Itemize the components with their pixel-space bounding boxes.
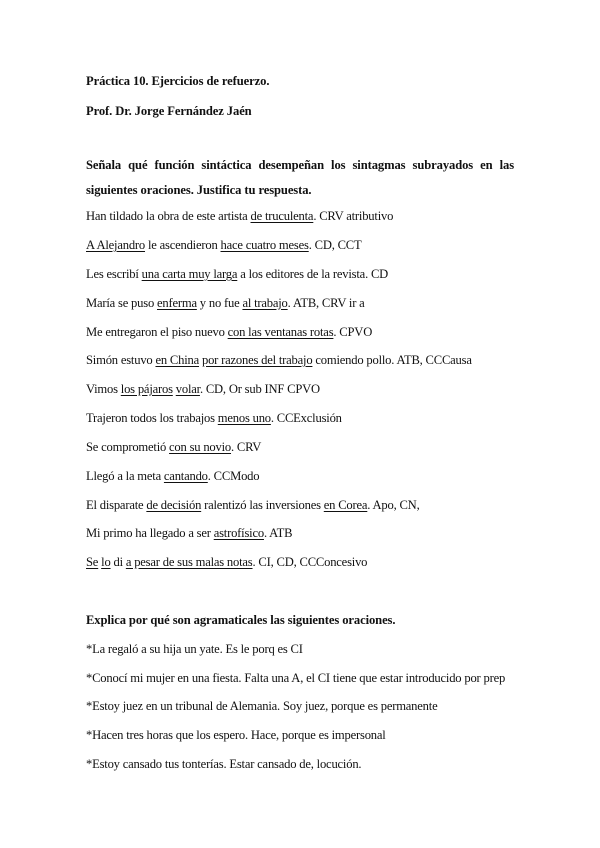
underlined-phrase: de decisión: [146, 498, 202, 512]
underlined-phrase: los pájaros: [120, 382, 173, 396]
underlined-phrase: enferma: [157, 296, 197, 310]
sentence-13: Se lo di a pesar de sus malas notas. CI, CD, CCConcesivo: [86, 555, 368, 569]
sentence-6: Simón estuvo en China por razones del trabajo comiendo pollo. ATB, CCCausa: [86, 353, 472, 367]
underlined-phrase: cantando: [163, 469, 208, 483]
author-line: Prof. Dr. Jorge Fernández Jaén: [86, 104, 252, 118]
underlined-phrase: por razones del trabajo: [201, 353, 313, 367]
underlined-phrase: al trabajo: [242, 296, 288, 310]
underlined-phrase: hace cuatro meses: [220, 238, 309, 252]
sentence-12: Mi primo ha llegado a ser astrofísico. ATB: [86, 526, 293, 540]
underlined-phrase: A Alejandro: [86, 238, 146, 252]
underlined-phrase: astrofísico: [213, 526, 264, 540]
ungrammatical-sentence-5: *Estoy cansado tus tonterías. Estar cansado de, locución.: [86, 757, 362, 771]
ungrammatical-sentence-1: *La regaló a su hija un yate. Es le porq es CI: [86, 642, 303, 656]
underlined-phrase: con su novio: [169, 440, 232, 454]
underlined-phrase: menos uno: [217, 411, 271, 425]
underlined-phrase: en Corea: [323, 498, 368, 512]
underlined-phrase: una carta muy larga: [141, 267, 238, 281]
ungrammatical-sentence-3: *Estoy juez en un tribunal de Alemania. Soy juez, porque es permanente: [86, 699, 438, 713]
underlined-phrase: lo: [101, 555, 111, 569]
sentence-9: Se comprometió con su novio. CRV: [86, 440, 262, 454]
section1-instruction: Señala qué función sintáctica desempeñan los sintagmas subrayados en las siguientes oraciones. Justifica tu respuesta.: [86, 158, 514, 197]
sentence-5: Me entregaron el piso nuevo con las ventanas rotas. CPVO: [86, 325, 373, 339]
sentence-10: Llegó a la meta cantando. CCModo: [86, 469, 260, 483]
sentence-2: A Alejandro le ascendieron hace cuatro meses. CD, CCT: [86, 238, 362, 252]
sentence-11: El disparate de decisión ralentizó las inversiones en Corea. Apo, CN,: [86, 498, 420, 512]
sentence-1: Han tildado la obra de este artista de truculenta. CRV atributivo: [86, 209, 394, 223]
underlined-phrase: a pesar de sus malas notas: [125, 555, 253, 569]
ungrammatical-sentence-4: *Hacen tres horas que los espero. Hace, porque es impersonal: [86, 728, 386, 742]
sentence-4: María se puso enferma y no fue al trabajo. ATB, CRV ir a: [86, 296, 365, 310]
sentence-7: Vimos los pájaros volar. CD, Or sub INF CPVO: [86, 382, 320, 396]
underlined-phrase: con las ventanas rotas: [227, 325, 334, 339]
underlined-phrase: Se: [86, 555, 99, 569]
ungrammatical-sentence-2: *Conocí mi mujer en una fiesta. Falta una A, el CI tiene que estar introducido por prep: [86, 671, 506, 685]
underlined-phrase: en China: [155, 353, 200, 367]
underlined-phrase: volar: [175, 382, 200, 396]
section2-instruction: Explica por qué son agramaticales las siguientes oraciones.: [86, 613, 396, 627]
document-title: Práctica 10. Ejercicios de refuerzo.: [86, 74, 270, 88]
sentence-3: Les escribí una carta muy larga a los editores de la revista. CD: [86, 267, 389, 281]
sentence-8: Trajeron todos los trabajos menos uno. CCExclusión: [86, 411, 342, 425]
underlined-phrase: de truculenta: [250, 209, 314, 223]
